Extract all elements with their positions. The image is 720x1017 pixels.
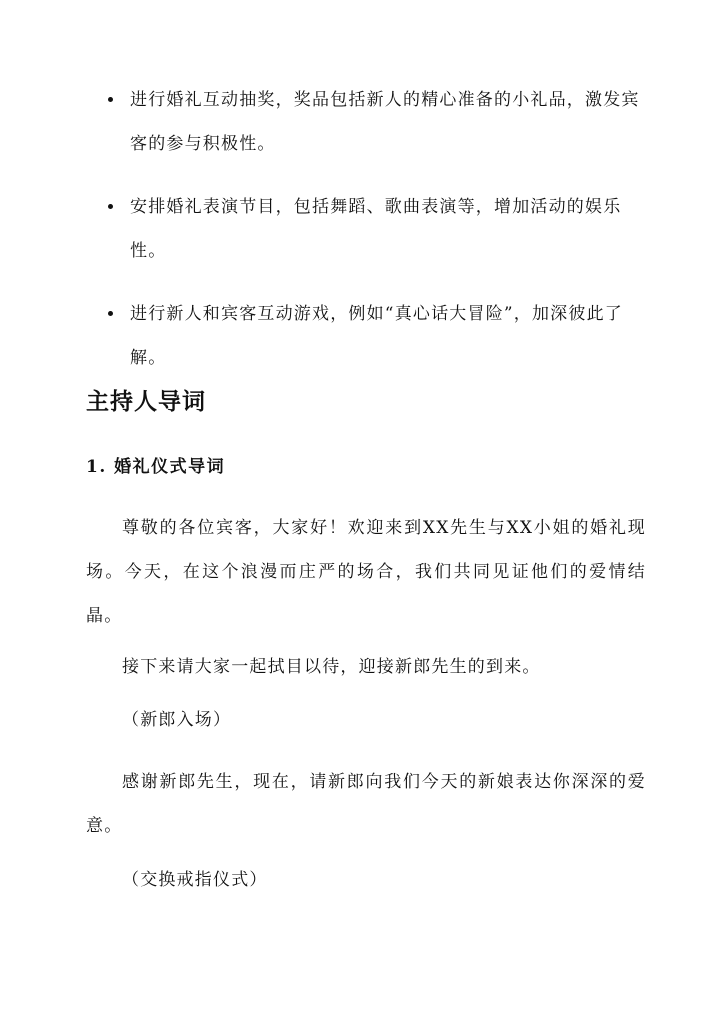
paragraph-groom-love: 感谢新郎先生，现在，请新郎向我们今天的新娘表达你深深的爱意。 [86, 772, 646, 836]
bullet-dot-icon [108, 204, 113, 209]
bullet-item [86, 185, 646, 273]
paragraph-welcome: 尊敬的各位宾客，大家好！欢迎来到XX先生与XX小姐的婚礼现场。今天，在这个浪漫而庄严的场合，我们共同见证他们的爱情结晶。 [86, 518, 646, 626]
bullet-item [86, 78, 646, 166]
section-title: 主持人导词 [86, 388, 206, 415]
stage-direction-groom-entry: （新郎入场） [122, 710, 232, 730]
bullet-text: 进行新人和宾客互动游戏，例如“真心话大冒险”，加深彼此了解。 [130, 304, 623, 368]
paragraph-groom-arrival: 接下来请大家一起拭目以待，迎接新郎先生的到来。 [122, 657, 541, 677]
stage-direction-ring-exchange: （交换戒指仪式） [122, 870, 268, 890]
bullet-text: 进行婚礼互动抽奖，奖品包括新人的精心准备的小礼品，激发宾客的参与积极性。 [130, 90, 640, 154]
bullet-dot-icon [108, 97, 113, 102]
bullet-item [86, 292, 646, 380]
activity-bullet-list [86, 78, 646, 399]
bullet-text: 安排婚礼表演节目，包括舞蹈、歌曲表演等，增加活动的娱乐性。 [130, 197, 622, 261]
subsection-title: 1. 婚礼仪式导词 [86, 457, 226, 477]
bullet-dot-icon [108, 311, 113, 316]
